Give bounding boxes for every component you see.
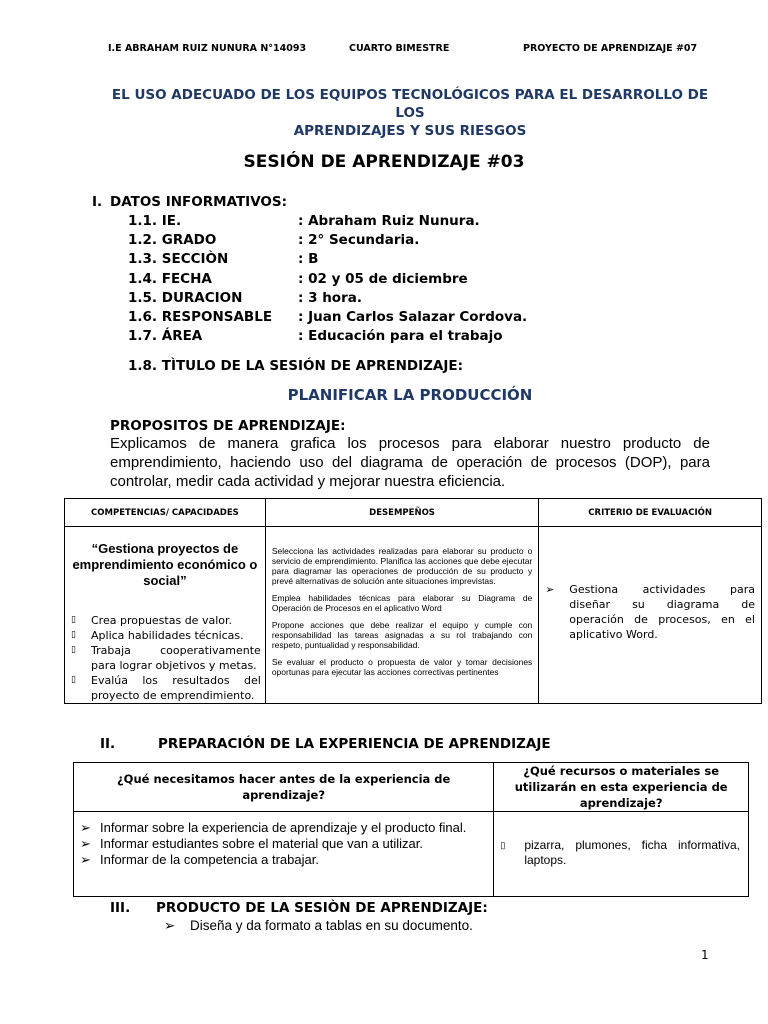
main-title-line2: APRENDIZAJES Y SUS RIESGOS xyxy=(293,123,527,139)
need-text: Informar estudiantes sobre el material que van a utilizar. xyxy=(100,836,424,851)
criterion-cell xyxy=(539,527,762,704)
bullet-icon: ▯ xyxy=(71,630,76,640)
resources xyxy=(500,838,740,868)
info-value: : Abraham Ruiz Nunura. xyxy=(298,213,480,229)
header-needs: ¿Qué necesitamos hacer antes de la experiencia de aprendizaje? xyxy=(74,763,494,812)
section2-label: PREPARACIÓN DE LA EXPERIENCIA DE APRENDIZAJE xyxy=(158,736,551,752)
header-desempenos: DESEMPEÑOS xyxy=(265,499,538,527)
info-key: 1.7. ÁREA xyxy=(128,328,203,344)
header-resources: ¿Qué recursos o materiales se utilizarán en esta experiencia de aprendizaje? xyxy=(494,763,749,812)
competency-cell xyxy=(65,527,266,704)
performance-text: Se evaluar el producto o propuesta de valor y tomar decisiones oportunas para ejecutar las acciones correctivas pertinentes xyxy=(271,657,533,677)
section1-number: I. xyxy=(92,194,103,210)
list-item xyxy=(80,836,485,852)
info-key: 1.3. SECCIÒN xyxy=(128,251,229,267)
purposes-text: Explicamos de manera grafica los procesos para elaborar nuestro producto de emprendimiento, haciendo uso del diagrama de operación de procesos (DOP), para controlar, medir cada actividad y mejorar nuestra eficiencia. xyxy=(110,435,710,490)
info-key: 1.2. GRADO xyxy=(128,232,217,248)
needs-cell xyxy=(74,812,494,897)
bullet-icon: ▯ xyxy=(71,615,76,625)
list-item xyxy=(71,673,261,703)
info-row-responsable xyxy=(128,309,528,328)
list-item xyxy=(71,613,261,628)
info-value: : 2° Secundaria. xyxy=(298,232,420,248)
header-period: CUARTO BIMESTRE xyxy=(349,43,450,54)
capacity-text: Crea propuestas de valor. xyxy=(91,614,232,627)
capacity-text: Aplica habilidades técnicas. xyxy=(91,629,244,642)
info-value: : 02 y 05 de diciembre xyxy=(298,271,468,287)
preparation-table-row xyxy=(74,812,749,897)
preparation-table-header xyxy=(74,763,749,812)
main-title-line1: EL USO ADECUADO DE LOS EQUIPOS TECNOLÓGICOS PARA EL DESARROLLO DE LOS xyxy=(111,87,709,121)
header-competencias: COMPETENCIAS/ CAPACIDADES xyxy=(65,499,266,527)
list-item xyxy=(71,628,261,643)
capacity-text: Trabaja cooperativamente para lograr objetivos y metas. xyxy=(91,644,261,672)
info-row-ie xyxy=(128,213,480,232)
header-school: I.E ABRAHAM RUIZ NUNURA N°14093 xyxy=(108,43,307,54)
section3-number: III. xyxy=(110,900,131,916)
need-text: Informar sobre la experiencia de aprendizaje y el producto final. xyxy=(100,820,467,835)
arrow-bullet-icon: ➢ xyxy=(164,918,176,933)
info-row-seccion xyxy=(128,251,319,270)
arrow-bullet-icon: ➢ xyxy=(80,820,91,835)
competency-table-header xyxy=(65,499,762,527)
performances xyxy=(266,527,538,690)
purposes-title: PROPOSITOS DE APRENDIZAJE: xyxy=(110,418,346,434)
session-title-row xyxy=(128,358,463,377)
resources-cell xyxy=(494,812,749,897)
arrow-bullet-icon: ➢ xyxy=(545,583,555,596)
header-criterio: CRITERIO DE EVALUACIÓN xyxy=(539,499,762,527)
competency-table-row xyxy=(65,527,762,704)
info-key: 1.1. IE. xyxy=(128,213,182,229)
list-item xyxy=(80,820,485,836)
section1-label: DATOS INFORMATIVOS: xyxy=(110,194,288,210)
needs-list xyxy=(80,820,485,868)
criterion-text: Gestiona actividades para diseñar su diagrama de operación de procesos, en el aplicativo Word. xyxy=(569,583,755,641)
info-key: 1.4. FECHA xyxy=(128,271,212,287)
info-value: : Juan Carlos Salazar Cordova. xyxy=(298,309,528,325)
competency-title: “Gestiona proyectos de emprendimiento económico o social” xyxy=(72,541,258,588)
session-title-label: 1.8. TÌTULO DE LA SESIÓN DE APRENDIZAJE: xyxy=(128,358,463,374)
performance-text: Emplea habilidades técnicas para elaborar su Diagrama de Operación de Procesos en el aplicativo Word xyxy=(271,593,533,613)
main-title xyxy=(100,86,720,140)
page-number: 1 xyxy=(701,948,709,962)
capacity-text: Evalúa los resultados del proyecto de emprendimiento. xyxy=(91,674,261,702)
bullet-icon: ▯ xyxy=(71,645,76,655)
info-row-area xyxy=(128,328,503,347)
resources-text: pizarra, plumones, ficha informativa, laptops. xyxy=(524,838,740,867)
info-key: 1.6. RESPONSABLE xyxy=(128,309,273,325)
bullet-icon: ▯ xyxy=(500,840,506,850)
section3-label: PRODUCTO DE LA SESIÒN DE APRENDIZAJE: xyxy=(156,900,488,916)
arrow-bullet-icon: ➢ xyxy=(80,836,91,851)
info-row-grado xyxy=(128,232,420,251)
header-project: PROYECTO DE APRENDIZAJE #07 xyxy=(523,43,698,54)
section2-number: II. xyxy=(100,736,116,752)
info-value: : Educación para el trabajo xyxy=(298,328,503,344)
performance-text: Selecciona las actividades realizadas para elaborar su producto o servicio de emprendimiento. Planifica las acciones que debe ejecutar para diagramar las operaciones de producción de su producto y prevé alternativas de solución ante situaciones imprevistas. xyxy=(271,546,533,586)
need-text: Informar de la competencia a trabajar. xyxy=(100,852,319,867)
info-row-fecha xyxy=(128,271,468,290)
info-key: 1.5. DURACION xyxy=(128,290,243,306)
product-text: Diseña y da formato a tablas en su documento. xyxy=(190,918,473,933)
preparation-table xyxy=(73,762,749,897)
list-item xyxy=(80,852,485,868)
session-name: PLANIFICAR LA PRODUCCIÓN xyxy=(287,386,533,404)
competency-table xyxy=(64,498,762,704)
bullet-icon: ▯ xyxy=(71,675,76,685)
info-row-duracion xyxy=(128,290,362,309)
arrow-bullet-icon: ➢ xyxy=(80,852,91,867)
capacities-list xyxy=(65,613,265,703)
product-item xyxy=(164,918,473,934)
performance-cell xyxy=(265,527,538,704)
performance-text: Propone acciones que debe realizar el equipo y cumple con responsabilidad las tareas asignadas a su rol trabajando con respeto, puntualidad y responsabilidad. xyxy=(271,620,533,650)
info-value: : B xyxy=(298,251,319,267)
session-title: SESIÓN DE APRENDIZAJE #03 xyxy=(243,152,525,172)
info-value: : 3 hora. xyxy=(298,290,362,306)
list-item xyxy=(71,643,261,673)
criterion xyxy=(539,527,761,642)
